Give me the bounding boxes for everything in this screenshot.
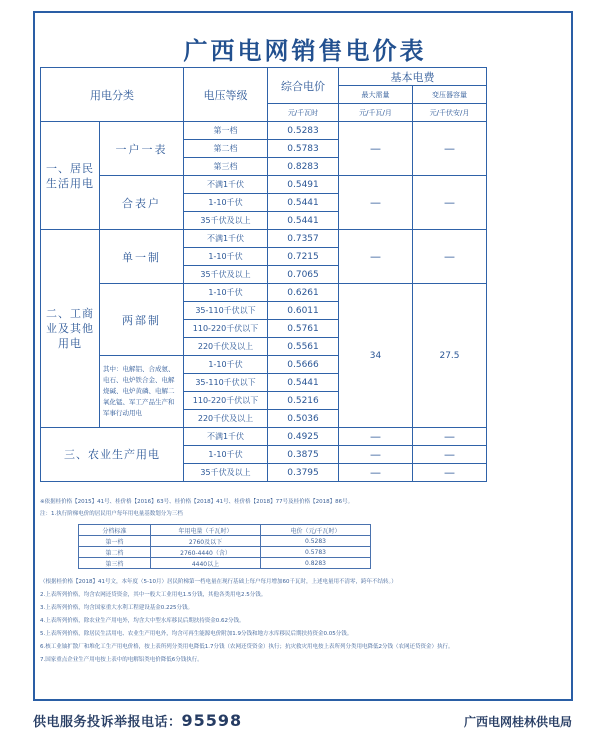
demand-cell: 34 [339,284,413,428]
demand-cell: — [339,176,413,230]
note-item: 2.上表所列价格，均含农网还贷资金，其中一般大工业用电1.5分钱，其他各类用电2.5分钱。 [40,592,267,598]
capacity-cell: — [413,428,487,446]
note-item: （根据桂价格【2018】41号文，本年度（5-10月）居民阶梯第一档电量在现行基础上每户每月增加60千瓦时，上述电量用不清零，跨年不结转。） [40,579,397,585]
voltage-cell: 110-220千伏以下 [184,320,268,338]
notes-header [40,498,540,522]
tier-cell: 0.8283 [261,558,371,569]
voltage-cell: 35-110千伏以下 [184,302,268,320]
price-cell: 0.4925 [268,428,339,446]
voltage-cell: 35-110千伏以下 [184,374,268,392]
subcategory-combined-meter: 合表户 [100,176,184,230]
price-cell: 0.3795 [268,464,339,482]
voltage-cell: 第一档 [184,122,268,140]
price-cell: 0.7357 [268,230,339,248]
header-price: 综合电价 [268,68,339,104]
price-cell: 0.5441 [268,374,339,392]
voltage-cell: 220千伏及以上 [184,410,268,428]
voltage-cell: 35千伏及以上 [184,464,268,482]
price-cell: 0.5283 [268,122,339,140]
price-cell: 0.5036 [268,410,339,428]
capacity-cell: — [413,122,487,176]
note-item: 5.上表所列价格，除居民生活用电、农业生产用电外，均含可再生能源电价附加1.9分钱和地方水库移民后期扶持资金0.05分钱。 [40,631,353,637]
voltage-cell: 1-10千伏 [184,248,268,266]
subcategory-special: 其中：电解铝、合成氨、电石、电炉铁合金、电解烧碱、电炉黄磷、电解二氧化锰、军工产品生产和军事行动用电 [100,356,184,428]
price-cell: 0.7215 [268,248,339,266]
voltage-cell: 不满1千伏 [184,176,268,194]
demand-cell: — [339,446,413,464]
tier-cell: 4440以上 [151,558,261,569]
voltage-cell: 35千伏及以上 [184,266,268,284]
category-residential: 一、居民生活用电 [41,122,100,230]
price-table [40,67,487,482]
demand-cell: — [339,428,413,446]
notes-list [40,578,540,669]
voltage-cell: 不满1千伏 [184,428,268,446]
header-max-demand: 最大需量 [339,86,413,104]
voltage-cell: 第三档 [184,158,268,176]
voltage-cell: 220千伏及以上 [184,338,268,356]
note-item: 6.核工业铀扩散厂和堆化工生产用电价格，按上表所列分类用电降低1.7分钱（农网还贷资金）执行；抗灾救灾用电按上表所列分类用电降低2分钱（农网还贷资金）执行。 [40,644,454,650]
hotline-label: 供电服务投诉举报电话： [33,715,182,730]
voltage-cell: 1-10千伏 [184,194,268,212]
company-name: 广西电网桂林供电局 [463,715,572,729]
demand-cell: — [339,464,413,482]
header-capacity: 变压器容量 [413,86,487,104]
price-cell: 0.5216 [268,392,339,410]
header-capacity-unit: 元/千伏安/月 [413,104,487,122]
price-cell: 0.5561 [268,338,339,356]
voltage-cell: 1-10千伏 [184,284,268,302]
tier-cell: 2760-4440（含） [151,547,261,558]
tier-cell: 第一档 [79,536,151,547]
voltage-cell: 不满1千伏 [184,230,268,248]
hotline-number: 95598 [181,711,243,730]
voltage-cell: 35千伏及以上 [184,212,268,230]
tier-cell: 2760及以下 [151,536,261,547]
header-category: 用电分类 [41,68,184,122]
price-cell: 0.8283 [268,158,339,176]
page-title: 广西电网销售电价表 [183,37,427,65]
note-item: 4.上表所列价格，除农业生产用电外，均含大中型水库移民后期扶持资金0.62分钱。 [40,618,245,624]
tier-header: 年用电量（千瓦时） [151,525,261,536]
note-item: 7.国家重点企业生产用电按上表中的电解铝类电价降低6分钱执行。 [40,657,203,663]
notes-note1: 注：1.执行阶梯电价的居民用户每年用电量基数划分为三档 [40,511,183,517]
voltage-cell: 第二档 [184,140,268,158]
subcategory-two-part: 两部制 [100,284,184,356]
tier-table [78,524,371,569]
price-cell: 0.5491 [268,176,339,194]
voltage-cell: 1-10千伏 [184,356,268,374]
tier-header: 分档标准 [79,525,151,536]
capacity-cell: — [413,176,487,230]
capacity-cell: — [413,446,487,464]
price-cell: 0.6011 [268,302,339,320]
note-item: 3.上表所列价格，均含国家重大水利工程建设基金0.225分钱。 [40,605,193,611]
notes-basis: ※依据桂价格【2015】41号、桂价格【2016】63号、桂价格【2018】41号、桂价格【2018】77号及桂价格【2018】86号。 [40,499,354,505]
price-cell: 0.3875 [268,446,339,464]
price-cell: 0.5441 [268,212,339,230]
tier-header: 电价（元/千瓦时） [261,525,371,536]
capacity-cell: 27.5 [413,284,487,428]
header-price-unit: 元/千瓦时 [268,104,339,122]
price-cell: 0.5666 [268,356,339,374]
voltage-cell: 110-220千伏以下 [184,392,268,410]
capacity-cell: — [413,230,487,284]
tier-cell: 第三档 [79,558,151,569]
demand-cell: — [339,230,413,284]
price-cell: 0.5441 [268,194,339,212]
demand-cell: — [339,122,413,176]
price-cell: 0.6261 [268,284,339,302]
voltage-cell: 1-10千伏 [184,446,268,464]
capacity-cell: — [413,464,487,482]
header-voltage: 电压等级 [184,68,268,122]
subcategory-single-system: 单一制 [100,230,184,284]
tier-cell: 第二档 [79,547,151,558]
header-demand-unit: 元/千瓦/月 [339,104,413,122]
tier-cell: 0.5783 [261,547,371,558]
tier-cell: 0.5283 [261,536,371,547]
price-cell: 0.5783 [268,140,339,158]
price-cell: 0.7065 [268,266,339,284]
category-agriculture: 三、农业生产用电 [41,428,184,482]
header-basic: 基本电费 [339,68,487,86]
subcategory-single-meter: 一户一表 [100,122,184,176]
complaint-hotline [33,711,242,730]
category-industrial: 二、工商业及其他用电 [41,230,100,428]
price-cell: 0.5761 [268,320,339,338]
